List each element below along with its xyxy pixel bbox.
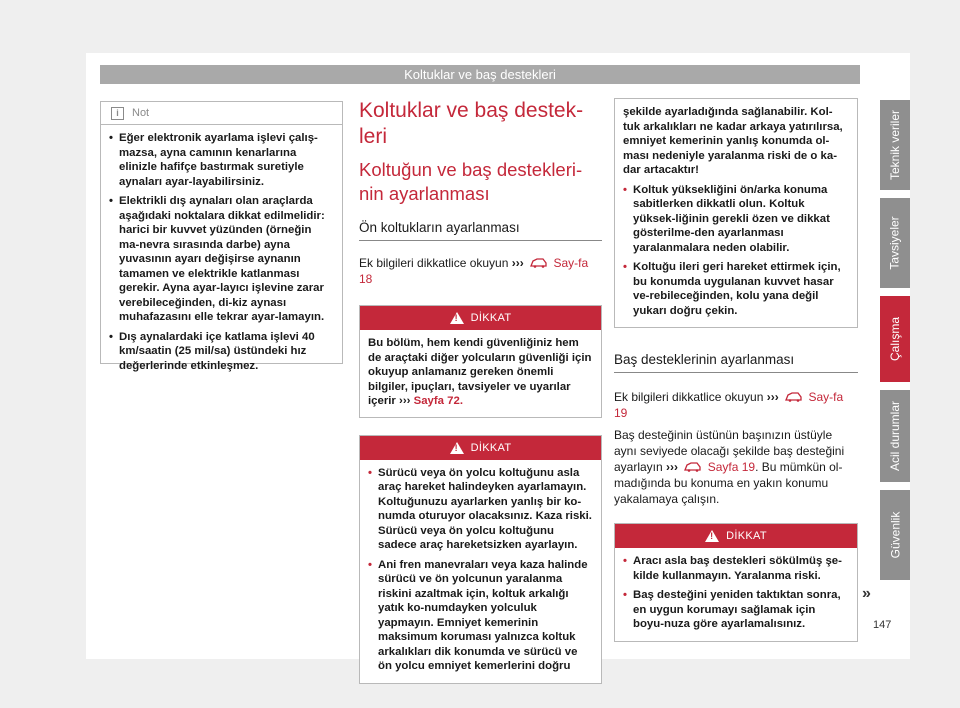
note-bullet: • Dış aynalardaki içe katlama işlevi 40 km/saatin (25 mil/sa) üstündeki hız değerlerinde etkinleşmez. <box>109 330 334 374</box>
warning-bullet: • Sürücü veya ön yolcu koltuğunu asla araç hareket halindeyken ayarlamayın. Koltuğunuzu ayarlarken yanlış bir ko-numda oturuyor olacaksınız. Kaza riski. Sürücü veya ön yolcu koltuğunu sadece araç hareketsizken ayarlayın. <box>368 466 592 551</box>
car-icon <box>785 391 802 402</box>
body-text: Baş desteğinin üstünün başınızın üstüyle aynı seviyede olacağı şekilde baş desteğini ayarlayın <box>614 428 845 474</box>
right-column <box>614 98 858 642</box>
note-bullet-text: Elektrikli dış aynaları olan araçlarda aşağıdaki noktalara dikkat edilmelidir: harici bir kuvvet yüzünden (örneğin ma-nevra sırasında darbe) ayna yuvasının ayarı değişirse aynanın tamamen ve elektrikle katlanması gerekir. Ayna ayar-layıcı işlevine zarar verebileceğinden, di-kiz aynası muhafazasını elle tekrar ayar-lamayın. <box>119 195 325 323</box>
note-body <box>101 125 342 373</box>
section-heading: Baş desteklerinin ayarlanması <box>614 352 858 373</box>
page-subtitle: Koltuğun ve baş destekleri-nin ayarlanması <box>359 159 583 204</box>
note-bullet-text: Eğer elektronik ayarlama işlevi çalış-mazsa, ayna camının kenarlarına elinizle hafifçe bastırmak suretiyle aynaları ayar-layabilirsiniz. <box>119 132 318 188</box>
warning-box-continued <box>614 98 858 328</box>
warning-bullet: • Koltuğu ileri geri hareket ettirmek için, bu konumda uygulanan kuvvet hasar ve-rebileceğinden, kolu yana değil yukarı doğru çekin. <box>623 260 849 318</box>
body-paragraph <box>614 427 858 507</box>
continue-mark: » <box>862 585 871 602</box>
ref-arrow: ››› <box>399 395 411 407</box>
warning-body <box>615 548 857 641</box>
warning-bullet-text: Baş desteğini yeniden taktıktan sonra, en uygun korumayı sağlamak için boyu-nuza göre ayarlamalısınız. <box>633 589 841 630</box>
warning-body <box>615 99 857 327</box>
warning-text: şekilde ayarladığında sağlanabilir. Kol-tuk arkalıkları ne kadar arkaya yatırılırsa, emniyet kemerinin yanlış konumda ol-ması nedeniyle yaralanma riski de o ka-dar artacaktır! <box>623 106 843 176</box>
tab-label: Güvenlik <box>888 511 902 559</box>
ref-arrow: ››› <box>511 256 524 270</box>
info-icon: i <box>111 107 124 120</box>
page-link[interactable]: Sayfa 19 <box>707 460 756 474</box>
car-icon <box>530 257 547 268</box>
note-bullet-text: Dış aynalardaki içe katlama işlevi 40 km/saatin (25 mil/sa) üstündeki hız değerlerinde etkinleşmez. <box>119 330 315 372</box>
warning-bullet-text: Koltuğu ileri geri hareket ettirmek için, bu konumda uygulanan kuvvet hasar ve-rebileceğinden, kolu yana değil yukarı doğru çekin. <box>633 261 841 317</box>
warning-bullet-text: Ani fren manevraları veya kaza halinde sürücü ve ön yolcunun yaralanma riskini azaltmak için, koltuk arkalığı yatık ko-numdayken yolculuk yapmayın. Emniyet kemerinin maksimum koruması yalnızca koltuk arkalıkları dik konumda ve sürücü ve ön yolcu emniyet kemerlerini doğru <box>378 558 588 672</box>
page-link[interactable]: Say-fa 18 <box>359 256 589 286</box>
page-header: Koltuklar ve baş destekleri <box>100 65 860 84</box>
page-link[interactable]: Say-fa 19 <box>614 390 844 420</box>
page-title: Koltuklar ve baş destek-leri <box>359 99 584 148</box>
tab-teknik-veriler[interactable] <box>880 100 910 190</box>
warning-header <box>360 436 601 460</box>
warning-box <box>614 523 858 642</box>
tab-guvenlik[interactable] <box>880 490 910 580</box>
warning-bullet-text: Koltuk yüksekliğini ön/arka konuma sabitlerken dikkatli olun. Koltuk yüksek-liğinin gerekli özen ve dikkat gösterilme-den ayarlanması yaralanmalara neden olabilir. <box>633 183 830 254</box>
warning-icon <box>705 530 719 542</box>
warning-bullet: • Koltuk yüksekliğini ön/arka konuma sabitlerken dikkatli olun. Koltuk yüksek-liğinin gerekli özen ve dikkat gösterilme-den ayarlanması yaralanmalara neden olabilir. <box>623 183 849 256</box>
warning-icon <box>450 442 464 454</box>
warning-body <box>360 460 601 683</box>
warning-bullet-text: Sürücü veya ön yolcu koltuğunu asla araç hareket halindeyken ayarlamayın. Koltuğunuzu ayarlarken yanlış bir ko-numda oturuyor olacaksınız. Kaza riski. Sürücü veya ön yolcu koltuğunu sadece araç hareketsizken ayarlayın. <box>378 466 592 551</box>
tab-calisma[interactable] <box>880 296 910 382</box>
page-number: 147 <box>873 619 892 631</box>
note-box <box>100 101 343 372</box>
note-header <box>101 102 342 125</box>
note-bullet: • Eğer elektronik ayarlama işlevi çalış-mazsa, ayna camının kenarlarına elinizle hafifçe bastırmak suretiyle aynaları ayar-layabilirsiniz. <box>109 131 334 189</box>
car-icon <box>684 461 701 472</box>
tab-label: Çalışma <box>888 316 903 362</box>
note-bullet: • Elektrikli dış aynaları olan araçlarda aşağıdaki noktalara dikkat edilmelidir: harici bir kuvvet yüzünden (örneğin ma-nevra sırasında darbe) ayna yuvasının ayarı değişirse aynanın tamamen ve elektrikle katlanması gerekir. Ayna ayar-layıcı işlevine zarar verebileceğinden, di-kiz aynası muhafazasını elle tekrar ayar-lamayın. <box>109 194 334 325</box>
warning-label: DİKKAT <box>470 441 512 454</box>
warning-box <box>359 435 602 684</box>
warning-bullet: • Aracı asla baş destekleri sökülmüş şe-kilde kullanmayın. Yaralanma riski. <box>623 554 849 583</box>
intro-paragraph <box>614 389 858 421</box>
page-link[interactable]: Sayfa 72. <box>413 395 464 407</box>
tab-tavsiyeler[interactable] <box>880 198 910 288</box>
warning-label: DİKKAT <box>726 530 767 542</box>
warning-header <box>360 306 601 330</box>
ref-arrow: ››› <box>766 390 779 404</box>
tab-acil-durumlar[interactable] <box>880 390 910 482</box>
warning-bullet: • Baş desteğini yeniden taktıktan sonra, en uygun korumayı sağlamak için boyu-nuza göre ayarlamalısınız. <box>623 588 849 632</box>
intro-paragraph <box>359 255 602 287</box>
warning-text: Bu bölüm, hem kendi güvenliğiniz hem de araçtaki diğer yolcuların güvenliği için okuyup anlamanız gereken önemli bilgiler, ipuçları, tavsiyeler ve uyarılar içerir <box>368 337 592 407</box>
section-heading: Ön koltukların ayarlanması <box>359 220 602 241</box>
body-text: . Bu mümkün ol-madığında bu konuma en yakın konumu yakalamaya çalışın. <box>614 460 843 506</box>
warning-body <box>360 330 601 417</box>
warning-label: DİKKAT <box>470 312 512 324</box>
note-label: Not <box>132 107 150 119</box>
warning-bullet-text: Aracı asla baş destekleri sökülmüş şe-kilde kullanmayın. Yaralanma riski. <box>633 555 842 582</box>
warning-bullet: • Ani fren manevraları veya kaza halinde sürücü ve ön yolcunun yaralanma riskini azaltmak için, koltuk arkalığı yatık ko-numdayken yolculuk yapmayın. Emniyet kemerinin maksimum koruması yalnızca koltuk arkalıkları dik konumda ve sürücü ve ön yolcu emniyet kemerlerini doğru <box>368 558 593 674</box>
intro-text: Ek bilgileri dikkatlice okuyun <box>359 256 509 270</box>
tab-label: Teknik veriler <box>888 109 902 181</box>
tab-label: Tavsiyeler <box>888 216 903 270</box>
middle-column <box>359 98 602 684</box>
ref-arrow: ››› <box>666 460 679 474</box>
warning-box <box>359 305 602 418</box>
warning-icon <box>450 312 464 324</box>
intro-text: Ek bilgileri dikkatlice okuyun <box>614 390 764 404</box>
warning-header <box>615 524 857 548</box>
tab-label: Acil durumlar <box>888 400 902 472</box>
